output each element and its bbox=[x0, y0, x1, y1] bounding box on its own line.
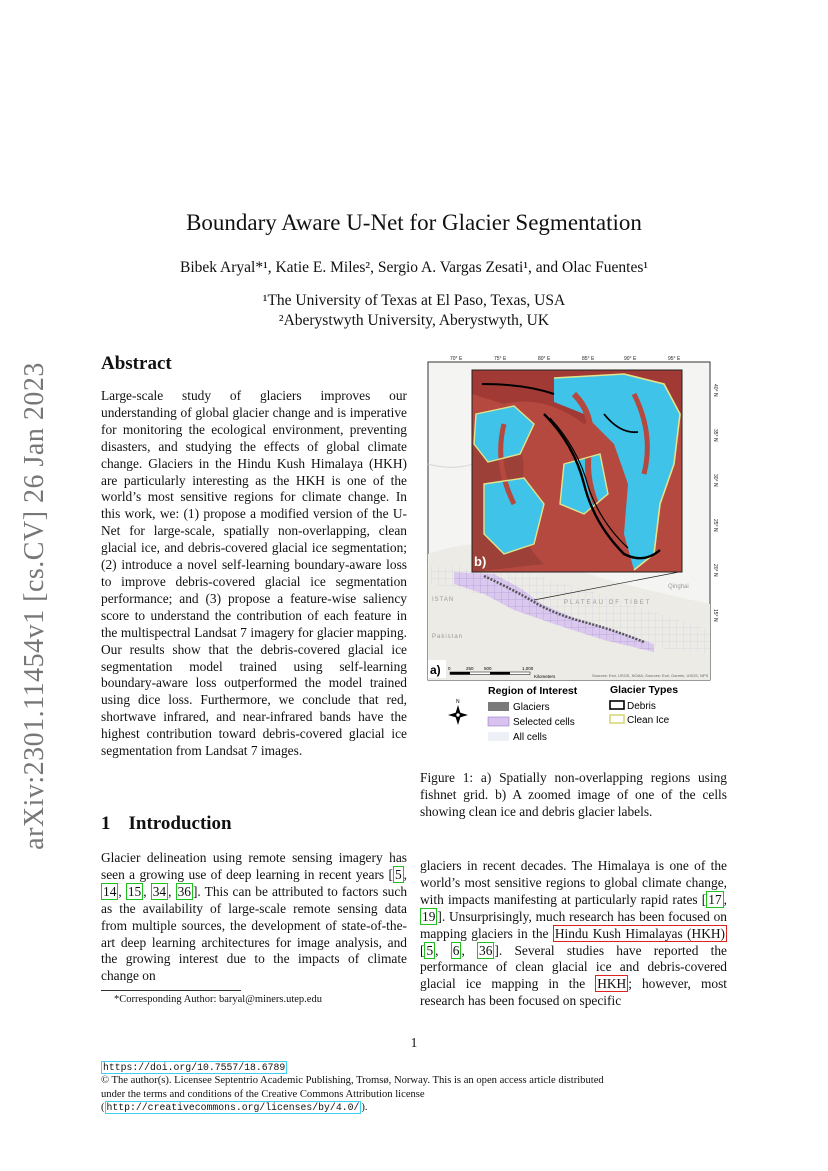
citation-link[interactable]: 19 bbox=[422, 908, 436, 924]
legend-roi-title: Region of Interest bbox=[488, 685, 578, 697]
svg-text:35° N: 35° N bbox=[712, 429, 718, 442]
legend-swatch-all bbox=[488, 732, 509, 741]
acronym-link-hkh-short[interactable]: HKH bbox=[597, 976, 627, 992]
svg-text:30° N: 30° N bbox=[712, 474, 718, 487]
map-label-pakistan: Pakistan bbox=[432, 634, 464, 640]
affiliation-2: ²Aberystwyth University, Aberystwyth, UK bbox=[278, 312, 550, 329]
svg-text:40° N: 40° N bbox=[712, 384, 718, 397]
svg-text:80° E: 80° E bbox=[538, 356, 551, 362]
svg-text:250: 250 bbox=[466, 666, 474, 671]
map-label-istan: ISTAN bbox=[432, 597, 455, 603]
legend-debris: Debris bbox=[627, 701, 656, 712]
figure-1 bbox=[424, 354, 730, 762]
legend-glaciers: Glaciers bbox=[513, 702, 550, 713]
legend-swatch-clean-ice bbox=[610, 715, 624, 723]
svg-text:500: 500 bbox=[484, 666, 492, 671]
license-line-2: under the terms and conditions of the Creative Commons Attribution license bbox=[101, 1088, 425, 1100]
acronym-link-hkh[interactable]: Hindu Kush Himalayas (HKH) bbox=[554, 925, 725, 941]
arxiv-sidebar-stamp bbox=[14, 362, 56, 850]
map-label-tibet: PLATEAU OF TIBET bbox=[564, 600, 652, 606]
affiliation-1: ¹The University of Texas at El Paso, Texas, USA bbox=[262, 292, 566, 309]
license-line-1: © The author(s). Licensee Septentrio Academic Publishing, Tromsø, Norway. This is an open access article distributed bbox=[101, 1075, 604, 1087]
zoom-inset-b bbox=[472, 370, 682, 572]
citation-link[interactable]: 5 bbox=[426, 942, 434, 958]
svg-text:90° E: 90° E bbox=[624, 356, 637, 362]
legend-swatch-debris bbox=[610, 701, 624, 709]
citation-link[interactable]: 14 bbox=[103, 883, 117, 899]
figure-1-graphic bbox=[424, 354, 730, 762]
svg-text:N: N bbox=[456, 699, 460, 705]
svg-text:95° E: 95° E bbox=[668, 356, 681, 362]
abstract-body bbox=[101, 388, 407, 760]
citation-link[interactable]: 17 bbox=[708, 891, 722, 907]
figure-1-caption: Figure 1: a) Spatially non-overlapping regions using fishnet grid. b) A zoomed image of one of the cells showing clean ice and debris glacier labels. bbox=[420, 770, 727, 819]
svg-text:70° E: 70° E bbox=[450, 356, 463, 362]
paper-title: Boundary Aware U-Net for Glacier Segmentation bbox=[186, 210, 642, 235]
right-ticks bbox=[712, 384, 718, 622]
svg-text:20° N: 20° N bbox=[712, 564, 718, 577]
intro-right-text-b: ]. Unsurprisingly, much research has been focused on mapping glaciers in the bbox=[420, 908, 727, 941]
legend-types-title: Glacier Types bbox=[610, 684, 679, 696]
paper-authors: Bibek Aryal*¹, Katie E. Miles², Sergio A. Vargas Zesati¹, and Olac Fuentes¹ bbox=[179, 259, 648, 276]
abstract-text: Large-scale study of glaciers improves our understanding of global glacier change and is imperative for monitoring the ecological environment, preventing disasters, and studying the effects of global climate change. Glaciers in the Hindu Kush Himalaya (HKH) are particularly interesting as the HKH is one of the world’s most sensitive regions for climate change. In this work, we: (1) propose a modified version of the U-Net for large-scale, spatially non-overlapping, clean glacial ice, and debris-covered glacial ice segmentation; (2) introduce a novel self-learning boundary-aware loss to improve debris-covered glacial ice segmentation performance; and (3) propose a feature-wise saliency score to understand the contribution of each feature in the multispectral Landsat 7 imagery for glacier mapping. Our results show that the debris-covered glacial ice segmentation model trained using self-learning boundary-aware loss outperformed the model trained using dice loss. Furthermore, we conclude that red, shortwave infrared, and near-infrared bands have the highest contribution toward debris-covered glacial ice segmentation from Landsat 7 images. bbox=[101, 388, 407, 759]
intro-title: Introduction bbox=[128, 813, 232, 834]
svg-text:0: 0 bbox=[448, 666, 451, 671]
intro-right-text-d: ]. Several studies have reported the performance of clean glacial ice and debris-covered glacial ice mapping in the bbox=[420, 942, 727, 992]
page-number: 1 bbox=[410, 1035, 418, 1050]
intro-right-text-e: ; however, most research has been focused on specific bbox=[420, 976, 728, 1009]
map-label-qinghai: Qinghai bbox=[668, 584, 689, 590]
intro-right-text-a: glaciers in recent decades. The Himalaya is one of the world’s most sensitive regions to global climate change, with impacts manifesting at particularly rapid rates [ bbox=[420, 858, 727, 907]
intro-number: 1 bbox=[101, 813, 111, 834]
cc-license-link[interactable]: http://creativecommons.org/licenses/by/4.0/ bbox=[106, 1102, 360, 1114]
label-a: a) bbox=[430, 663, 441, 677]
svg-text:15° N: 15° N bbox=[712, 609, 718, 622]
top-ticks bbox=[450, 356, 681, 362]
svg-text:1,000: 1,000 bbox=[522, 666, 534, 671]
footnote: *Corresponding Author: baryal@miners.utep.edu bbox=[114, 994, 322, 1005]
citation-link[interactable]: 36 bbox=[479, 942, 493, 958]
legend-swatch-selected bbox=[488, 717, 509, 726]
footnote-rule bbox=[101, 990, 241, 991]
doi-link[interactable]: https://doi.org/10.7557/18.6789 bbox=[103, 1062, 286, 1073]
arxiv-id: arXiv:2301.11454v1 [cs.CV] 26 Jan 2023 bbox=[19, 362, 50, 850]
citation-link[interactable]: 34 bbox=[152, 883, 167, 899]
citation-link[interactable]: 6 bbox=[452, 942, 460, 958]
intro-heading bbox=[101, 813, 232, 835]
citation-link[interactable]: 5 bbox=[394, 866, 402, 882]
svg-text:Kilometers: Kilometers bbox=[534, 674, 556, 679]
label-b: b) bbox=[474, 554, 487, 569]
svg-text:25° N: 25° N bbox=[712, 519, 718, 532]
map-source: Sources: Esri, USGS, NOAA; Sources: Esri, Garmin, USGS, NPS bbox=[592, 673, 709, 678]
intro-left-text-a: Glacier delineation using remote sensing imagery has seen a growing use of deep learning in recent years [ bbox=[101, 850, 407, 882]
license-block: https://doi.org/10.7557/18.6789 © The author(s). Licensee Septentrio Academic Publishing, Tromsø, Norway. This is an open access article distributed under the terms and conditions of the Creative Commons Attribution license ( http://creativecommons.org/licenses/by/4.0/ ). bbox=[101, 1061, 741, 1115]
citation-link[interactable]: 15 bbox=[127, 883, 142, 899]
north-arrow bbox=[448, 699, 468, 725]
intro-left-text-b: ]. This can be attributed to factors such as the availability of large-scale remote sensing data from multiple sources, the development of state-of-the-art deep learning architectures for image analysis, and the growing interest due to the impacts of climate change on bbox=[101, 883, 408, 984]
legend-clean-ice: Clean Ice bbox=[627, 715, 670, 726]
legend-selected: Selected cells bbox=[513, 717, 575, 728]
citation-link[interactable]: 36 bbox=[177, 883, 191, 899]
legend-swatch-glaciers bbox=[488, 702, 509, 711]
svg-text:75° E: 75° E bbox=[494, 356, 507, 362]
abstract-heading: Abstract bbox=[101, 353, 172, 374]
svg-text:85° E: 85° E bbox=[582, 356, 595, 362]
intro-right-column: glaciers in recent decades. The Himalaya is one of the world’s most sensitive regions to global climate change, with impacts manifesting at particularly rapid rates [ 17 , 19 ]. Unsurprisingly, much research has been focused on mapping glaciers in the Hindu Kush Himalayas (HKH) [ 5 , 6 , 36 ]. Several studies have reported the performance of clean glacial ice and debris-covered glacial ice mapping in the HKH ; however, most research has been focused on specific bbox=[420, 858, 728, 1009]
legend-all: All cells bbox=[513, 732, 547, 743]
intro-left-column: Glacier delineation using remote sensing imagery has seen a growing use of deep learning in recent years [ 5 , 14 , 15 , 34 , 36 ]. This can be attributed to factors such as the availability of large-scale remote sensing data from multiple sources, the development of state-of-the-art deep learning architectures for image analysis, and the growing interest due to the impacts of climate change on bbox=[101, 850, 408, 984]
